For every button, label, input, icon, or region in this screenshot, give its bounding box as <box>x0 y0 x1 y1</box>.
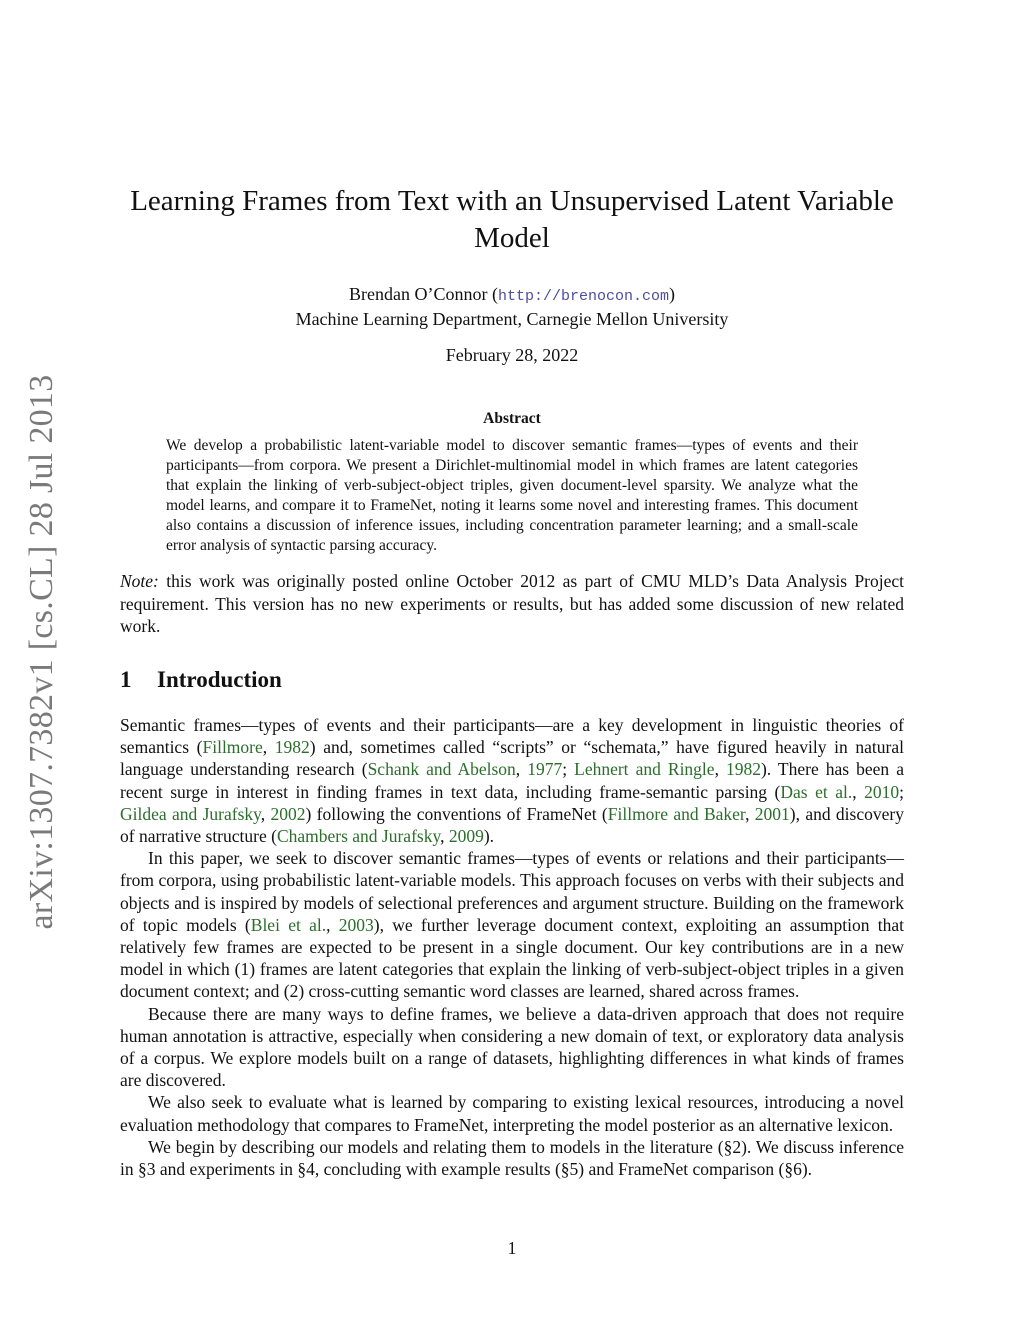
citation-link[interactable]: 2009 <box>448 826 484 847</box>
paragraph-text: , <box>262 737 275 758</box>
intro-paragraph <box>120 714 904 847</box>
paragraph-text: ; <box>899 781 904 802</box>
citation-link[interactable]: 2010 <box>864 781 900 802</box>
section-title: Introduction <box>157 667 282 692</box>
paragraph-text: We also seek to evaluate what is learned by comparing to existing lexical resources, introducing a novel evaluation methodology that compares to FrameNet, interpreting the model posterior as an alternative lexicon. <box>120 1092 904 1135</box>
note-text: this work was originally posted online October 2012 as part of CMU MLD’s Data Analysis Project requirement. This version has no new experiments or results, but has added some discussion of new related work. <box>120 571 905 636</box>
note-paragraph <box>120 570 904 638</box>
paragraph-text: ), we further leverage document context, exploiting an assumption that relatively few frames are expected to be present in a single document. Our key contributions are in a new model in which (1) frames are latent categories that explain the linking of verb-subject-object triples in a given document context; and (2) cross-cutting semantic word classes are learned, shared across frames. <box>120 914 905 1002</box>
paragraph-text: , <box>745 803 755 824</box>
abstract-heading: Abstract <box>483 410 541 427</box>
paragraph-text: ), and discovery of narrative structure ( <box>120 803 904 847</box>
citation-link[interactable]: 1977 <box>527 759 563 780</box>
note-label: Note: <box>120 571 159 591</box>
author-block: Brendan O’Connor (http://brenocon.com) Machine Learning Department, Carnegie Mellon University <box>120 283 904 330</box>
introduction-body <box>120 714 904 1180</box>
citation-link[interactable]: Fillmore <box>202 737 263 758</box>
paragraph-text: ; <box>562 759 575 780</box>
paragraph-text: Because there are many ways to define frames, we believe a data-driven approach that does not require human annotation is attractive, especially when considering a new domain of text, or exploratory data analysis of a corpus. We explore models built on a range of datasets, highlighting differences in what kinds of frames are discovered. <box>120 1003 904 1091</box>
paragraph-text: , <box>260 803 271 824</box>
citation-link[interactable]: 2002 <box>270 803 306 824</box>
author-name: Brendan O’Connor <box>348 284 488 304</box>
citation-link[interactable]: Schank and Abelson <box>367 759 516 780</box>
arxiv-identifier-stamp: arXiv:1307.7382v1 [cs.CL] 28 Jul 2013 <box>23 374 60 930</box>
section-number: 1 <box>120 667 132 692</box>
section-heading-introduction <box>120 667 282 693</box>
citation-link[interactable]: Fillmore and Baker <box>607 803 746 824</box>
paragraph-text: ). There has been a recent surge in interest in finding frames in text data, including frame-semantic parsing ( <box>120 759 904 802</box>
citation-link[interactable]: Gildea and Jurafsky <box>120 803 261 824</box>
paragraph-text: , <box>326 914 339 935</box>
paragraph-text: ). <box>483 826 495 847</box>
paragraph-text: , <box>852 781 865 802</box>
citation-link[interactable]: Das et al. <box>780 781 853 802</box>
paragraph-text: , <box>515 759 528 780</box>
author-affiliation: Machine Learning Department, Carnegie Mellon University <box>295 309 729 329</box>
intro-paragraph <box>120 847 904 1002</box>
citation-link[interactable]: Lehnert and Ringle <box>574 759 715 780</box>
citation-link[interactable]: 2003 <box>338 914 374 935</box>
citation-link[interactable]: Blei et al. <box>250 914 327 935</box>
paper-date: February 28, 2022 <box>445 345 579 365</box>
citation-link[interactable]: 1982 <box>274 737 310 758</box>
paragraph-text: , <box>440 826 449 847</box>
intro-paragraph <box>120 1003 904 1092</box>
paragraph-text: Semantic frames—types of events and their participants—are a key development in linguistic theories of semantics ( <box>120 715 904 758</box>
paragraph-text: In this paper, we seek to discover semantic frames—types of events or relations and their participants—from corpora, using probabilistic latent-variable models. This approach focuses on verbs with their subjects and objects and is inspired by models of selectional preferences and argument structure. Building on the framework of topic models ( <box>120 848 904 935</box>
intro-paragraph <box>120 1136 904 1180</box>
paper-title: Learning Frames from Text with an Unsupervised Latent Variable Model <box>130 185 894 254</box>
intro-paragraph <box>120 1091 904 1135</box>
page-number: 1 <box>507 1238 517 1258</box>
paragraph-text: , <box>714 759 726 780</box>
citation-link[interactable]: Chambers and Jurafsky <box>276 826 441 847</box>
citation-link[interactable]: 1982 <box>725 759 761 780</box>
citation-link[interactable]: 2001 <box>754 803 790 824</box>
author-url-link[interactable]: http://brenocon.com <box>497 288 669 305</box>
abstract-text: We develop a probabilistic latent-variable model to discover semantic frames—types of events and their participants—from corpora. We present a Dirichlet-multinomial model in which frames are latent categories that explain the linking of verb-subject-object triples, given document-level sparsity. We analyze what the model learns, and compare it to FrameNet, noting it learns some novel and interesting frames. This document also contains a discussion of inference issues, including concentration parameter learning; and a small-scale error analysis of syntactic parsing accuracy. <box>166 437 858 554</box>
paragraph-text: ) and, sometimes called “scripts” or “schemata,” have figured heavily in natural language understanding research ( <box>120 737 904 780</box>
paragraph-text: We begin by describing our models and relating them to models in the literature (§2). We discuss inference in §3 and experiments in §4, concluding with example results (§5) and FrameNet comparison (§6). <box>120 1136 904 1180</box>
paragraph-text: ) following the conventions of FrameNet ( <box>305 803 608 824</box>
